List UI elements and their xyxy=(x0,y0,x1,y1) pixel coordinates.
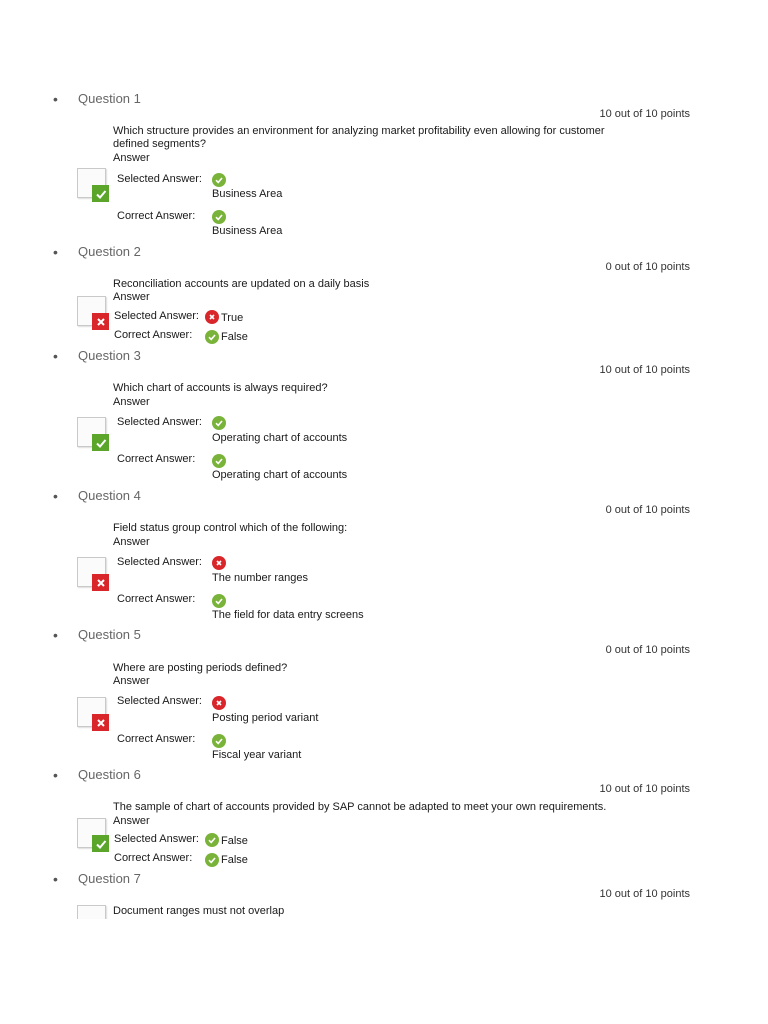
question-text: Where are posting periods defined? xyxy=(113,662,288,674)
selected-answer-value: Operating chart of accounts xyxy=(212,432,348,444)
check-circle-icon xyxy=(212,454,226,468)
selected-answer-label: Selected Answer: xyxy=(117,416,202,428)
question-text: Reconciliation accounts are updated on a daily basis xyxy=(113,278,370,290)
selected-answer-value: False xyxy=(221,835,248,847)
selected-answer-value: Posting period variant xyxy=(212,712,319,724)
correct-answer-label: Correct Answer: xyxy=(114,852,193,864)
question-points: 10 out of 10 points xyxy=(599,783,690,795)
correct-answer-value: Fiscal year variant xyxy=(212,749,302,761)
check-circle-icon xyxy=(205,853,219,867)
check-circle-icon xyxy=(212,594,226,608)
correct-answer-label: Correct Answer: xyxy=(117,453,196,465)
x-circle-icon xyxy=(212,556,226,570)
bullet: • xyxy=(53,244,58,260)
question-points: 10 out of 10 points xyxy=(599,888,690,900)
check-circle-icon xyxy=(205,330,219,344)
question-title: Question 1 xyxy=(78,91,141,106)
selected-answer-label: Selected Answer: xyxy=(117,173,202,185)
correct-answer-value: The field for data entry screens xyxy=(212,609,364,621)
selected-answer-value: Business Area xyxy=(212,188,283,200)
question-text: The sample of chart of accounts provided by SAP cannot be adapted to meet your own requirements. xyxy=(113,801,607,813)
bullet: • xyxy=(53,627,58,643)
answer-label: Answer xyxy=(113,291,150,303)
bullet: • xyxy=(53,488,58,504)
question-title: Question 4 xyxy=(78,488,141,503)
selected-answer-label: Selected Answer: xyxy=(114,833,199,845)
question-text: Which chart of accounts is always required? xyxy=(113,382,328,394)
question-incorrect-icon xyxy=(77,697,109,731)
question-correct-icon xyxy=(77,168,109,202)
check-circle-icon xyxy=(212,173,226,187)
selected-answer-value: True xyxy=(221,312,244,324)
question-text: Which structure provides an environment for analyzing market profitability even allowing for customer defined segments? xyxy=(113,125,605,150)
question-icon xyxy=(77,905,109,919)
selected-answer-label: Selected Answer: xyxy=(117,556,202,568)
check-circle-icon xyxy=(212,210,226,224)
check-circle-icon xyxy=(212,734,226,748)
selected-answer-label: Selected Answer: xyxy=(117,695,202,707)
answer-label: Answer xyxy=(113,675,150,687)
answer-label: Answer xyxy=(113,152,150,164)
question-title: Question 5 xyxy=(78,627,141,642)
question-text: Field status group control which of the following: xyxy=(113,522,348,534)
question-title: Question 3 xyxy=(78,348,141,363)
question-text: Document ranges must not overlap xyxy=(113,905,285,917)
check-circle-icon xyxy=(205,833,219,847)
x-circle-icon xyxy=(212,696,226,710)
check-circle-icon xyxy=(212,416,226,430)
correct-answer-value: False xyxy=(221,331,248,343)
bullet: • xyxy=(53,348,58,364)
question-title: Question 7 xyxy=(78,871,141,886)
question-points: 0 out of 10 points xyxy=(605,504,690,516)
bullet: • xyxy=(53,767,58,783)
answer-label: Answer xyxy=(113,815,150,827)
question-incorrect-icon xyxy=(77,296,109,330)
answer-label: Answer xyxy=(113,536,150,548)
answer-label: Answer xyxy=(113,396,150,408)
x-circle-icon xyxy=(205,310,219,324)
correct-answer-value: Operating chart of accounts xyxy=(212,469,348,481)
correct-answer-value: False xyxy=(221,854,248,866)
bullet: • xyxy=(53,91,58,107)
question-points: 10 out of 10 points xyxy=(599,364,690,376)
bullet: • xyxy=(53,871,58,887)
question-title: Question 6 xyxy=(78,767,141,782)
question-incorrect-icon xyxy=(77,557,109,591)
question-points: 0 out of 10 points xyxy=(605,644,690,656)
question-correct-icon xyxy=(77,818,109,852)
question-correct-icon xyxy=(77,417,109,451)
question-points: 0 out of 10 points xyxy=(605,261,690,273)
selected-answer-value: The number ranges xyxy=(212,572,308,584)
question-points: 10 out of 10 points xyxy=(599,108,690,120)
correct-answer-value: Business Area xyxy=(212,225,283,237)
selected-answer-label: Selected Answer: xyxy=(114,310,199,322)
question-title: Question 2 xyxy=(78,244,141,259)
correct-answer-label: Correct Answer: xyxy=(117,733,196,745)
correct-answer-label: Correct Answer: xyxy=(117,210,196,222)
correct-answer-label: Correct Answer: xyxy=(117,593,196,605)
correct-answer-label: Correct Answer: xyxy=(114,329,193,341)
